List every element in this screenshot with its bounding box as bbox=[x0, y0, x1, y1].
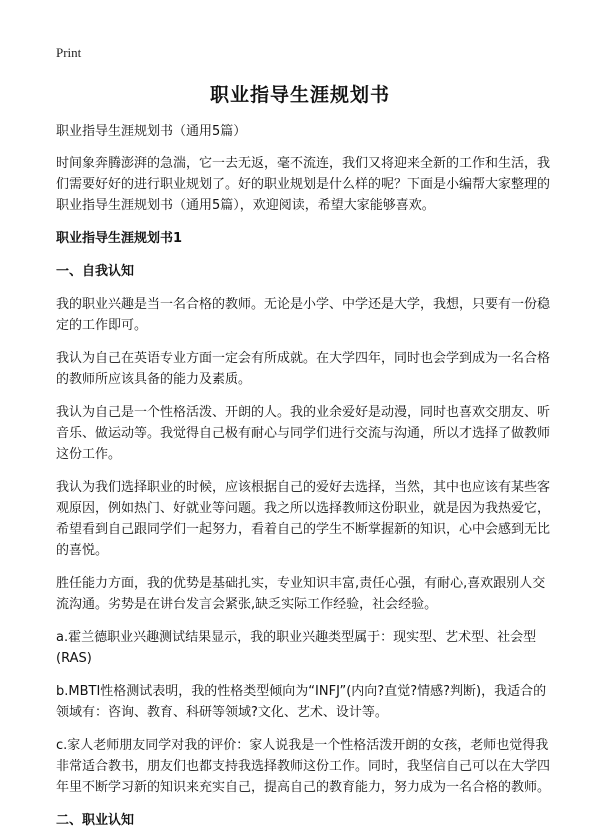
body-paragraph: 我的职业兴趣是当一名合格的教师。无论是小学、中学还是大学，我想，只要有一份稳定的工作即可。 bbox=[56, 297, 551, 333]
list-item-c: c.家人老师朋友同学对我的评价：家人说我是一个性格活泼开朗的女孩，老师也觉得我非常适合教书，朋友们也都支持我选择教师这份工作。同时，我坚信自己可以在大学四年里不断学习新的知识来充实自己，提高自己的教育能力，努力成为一名合格的教师。 bbox=[56, 738, 551, 795]
body-paragraph: 我认为自己是一个性格活泼、开朗的人。我的业余爱好是动漫，同时也喜欢交朋友、听音乐、做运动等。我觉得自己极有耐心与同学们进行交流与沟通，所以才选择了做教师这份工作。 bbox=[56, 405, 551, 462]
list-item-a: a.霍兰德职业兴趣测试结果显示，我的职业兴趣类型属于：现实型、艺术型、社会型(RAS) bbox=[56, 630, 537, 666]
list-item-b: b.MBTI性格测试表明，我的性格类型倾向为“INFJ”(内向?直觉?情感?判断)，我适合的领域有：咨询、教育、科研等领域?文化、艺术、设计等。 bbox=[56, 684, 547, 720]
body-paragraph: 我认为自己在英语专业方面一定会有所成就。在大学四年，同时也会学到成为一名合格的教师所应该具备的能力及素质。 bbox=[56, 351, 551, 387]
document-subtitle: 职业指导生涯规划书（通用5篇） bbox=[56, 124, 247, 139]
body-paragraph: 胜任能力方面，我的优势是基础扎实，专业知识丰富,责任心强，有耐心,喜欢跟别人交流沟通。劣势是在讲台发言会紧张,缺乏实际工作经验，社会经验。 bbox=[56, 576, 546, 612]
intro-paragraph: 时间象奔腾澎湃的急湍，它一去无返，毫不流连，我们又将迎来全新的工作和生活，我们需要好好的进行职业规划了。好的职业规划是什么样的呢？下面是小编帮大家整理的职业指导生涯规划书（通用5篇），欢迎阅读，希望大家能够喜欢。 bbox=[56, 156, 551, 213]
section-heading-self-awareness: 一、自我认知 bbox=[56, 264, 135, 279]
page-title: 职业指导生涯规划书 bbox=[209, 84, 390, 106]
essay-heading: 职业指导生涯规划书1 bbox=[56, 231, 183, 246]
print-link[interactable]: Print bbox=[56, 45, 82, 60]
body-paragraph: 我认为我们选择职业的时候，应该根据自己的爱好去选择，当然，其中也应该有某些客观原因，例如热门、好就业等问题。我之所以选择教师这份职业，就是因为我热爱它，希望看到自己跟同学们一起努力，看着自己的学生不断掌握新的知识，心中会感到无比的喜悦。 bbox=[56, 480, 551, 558]
section-heading-career-awareness: 二、职业认知 bbox=[56, 813, 135, 828]
document-body bbox=[56, 121, 554, 828]
